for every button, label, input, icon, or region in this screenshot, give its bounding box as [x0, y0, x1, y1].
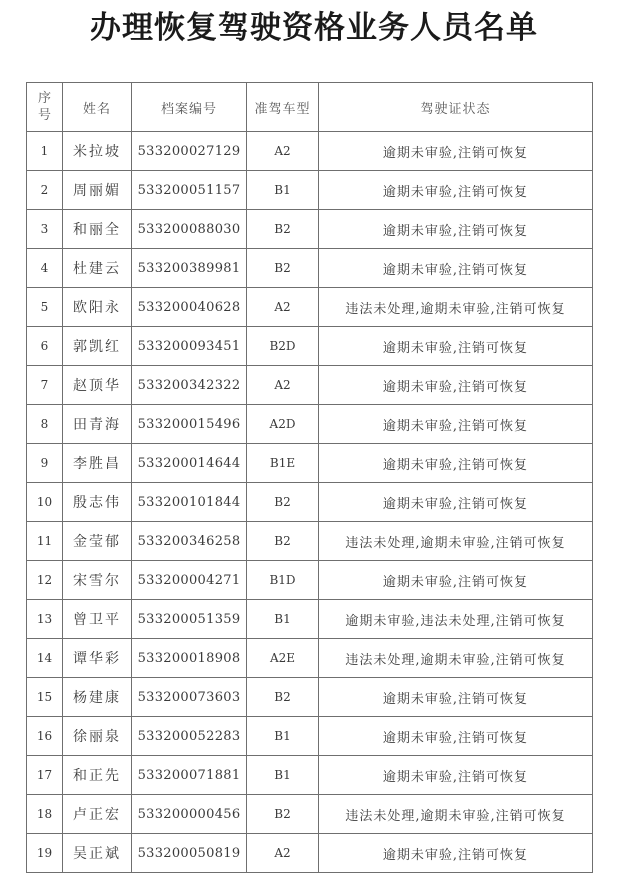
- table-row: [27, 483, 593, 522]
- cell-serial-no: 6: [27, 327, 63, 366]
- cell-name: 曾卫平: [63, 600, 132, 639]
- cell-name: 米拉坡: [63, 132, 132, 171]
- cell-license-status: 逾期未审验,注销可恢复: [319, 210, 593, 249]
- cell-serial-no: 11: [27, 522, 63, 561]
- cell-license-type: A2: [247, 132, 319, 171]
- cell-file-no: 533200014644: [132, 444, 247, 483]
- cell-license-type: B1E: [247, 444, 319, 483]
- header-name: 姓名: [63, 83, 132, 132]
- table-row: [27, 795, 593, 834]
- cell-license-status: 逾期未审验,注销可恢复: [319, 678, 593, 717]
- cell-name: 和丽全: [63, 210, 132, 249]
- cell-file-no: 533200018908: [132, 639, 247, 678]
- cell-license-status: 逾期未审验,注销可恢复: [319, 483, 593, 522]
- table-row: [27, 639, 593, 678]
- cell-license-status: 逾期未审验,注销可恢复: [319, 561, 593, 600]
- cell-license-type: B2: [247, 795, 319, 834]
- header-license-type: 准驾车型: [247, 83, 319, 132]
- cell-license-type: B2: [247, 678, 319, 717]
- table-row: [27, 717, 593, 756]
- cell-license-type: B1D: [247, 561, 319, 600]
- cell-file-no: 533200027129: [132, 132, 247, 171]
- cell-file-no: 533200071881: [132, 756, 247, 795]
- table-body: [27, 132, 593, 873]
- cell-license-type: A2: [247, 834, 319, 873]
- cell-name: 宋雪尔: [63, 561, 132, 600]
- cell-license-status: 逾期未审验,注销可恢复: [319, 249, 593, 288]
- cell-license-status: 逾期未审验,注销可恢复: [319, 444, 593, 483]
- cell-name: 和正先: [63, 756, 132, 795]
- table-row: [27, 132, 593, 171]
- table-row: [27, 327, 593, 366]
- cell-license-type: B2: [247, 210, 319, 249]
- table-row: [27, 561, 593, 600]
- cell-serial-no: 9: [27, 444, 63, 483]
- cell-serial-no: 13: [27, 600, 63, 639]
- cell-license-status: 违法未处理,逾期未审验,注销可恢复: [319, 795, 593, 834]
- cell-name: 欧阳永: [63, 288, 132, 327]
- cell-name: 郭凯红: [63, 327, 132, 366]
- cell-file-no: 533200093451: [132, 327, 247, 366]
- cell-license-type: A2: [247, 366, 319, 405]
- cell-serial-no: 3: [27, 210, 63, 249]
- cell-file-no: 533200000456: [132, 795, 247, 834]
- cell-serial-no: 2: [27, 171, 63, 210]
- header-serial-no: [27, 83, 63, 132]
- table-row: [27, 756, 593, 795]
- cell-license-type: B2D: [247, 327, 319, 366]
- cell-file-no: 533200040628: [132, 288, 247, 327]
- table-row: [27, 249, 593, 288]
- table-row: [27, 678, 593, 717]
- cell-serial-no: 19: [27, 834, 63, 873]
- cell-license-status: 逾期未审验,注销可恢复: [319, 327, 593, 366]
- cell-license-status: 逾期未审验,注销可恢复: [319, 834, 593, 873]
- cell-license-status: 逾期未审验,注销可恢复: [319, 756, 593, 795]
- header-serial-no-line2: 号: [37, 108, 51, 123]
- cell-license-status: 逾期未审验,注销可恢复: [319, 717, 593, 756]
- header-serial-no-line1: 序: [37, 91, 51, 106]
- cell-license-type: B2: [247, 483, 319, 522]
- table-row: [27, 834, 593, 873]
- cell-serial-no: 17: [27, 756, 63, 795]
- cell-file-no: 533200342322: [132, 366, 247, 405]
- cell-serial-no: 16: [27, 717, 63, 756]
- cell-serial-no: 5: [27, 288, 63, 327]
- cell-name: 周丽媚: [63, 171, 132, 210]
- cell-name: 殷志伟: [63, 483, 132, 522]
- cell-license-status: 逾期未审验,注销可恢复: [319, 405, 593, 444]
- cell-license-type: B2: [247, 249, 319, 288]
- cell-name: 田青海: [63, 405, 132, 444]
- table-row: [27, 444, 593, 483]
- cell-license-type: A2: [247, 288, 319, 327]
- cell-name: 徐丽泉: [63, 717, 132, 756]
- cell-license-status: 违法未处理,逾期未审验,注销可恢复: [319, 522, 593, 561]
- header-file-no: 档案编号: [132, 83, 247, 132]
- cell-file-no: 533200073603: [132, 678, 247, 717]
- cell-license-type: B1: [247, 171, 319, 210]
- cell-serial-no: 8: [27, 405, 63, 444]
- table-row: [27, 171, 593, 210]
- cell-license-status: 逾期未审验,注销可恢复: [319, 132, 593, 171]
- cell-serial-no: 10: [27, 483, 63, 522]
- cell-name: 杨建康: [63, 678, 132, 717]
- cell-name: 卢正宏: [63, 795, 132, 834]
- table-row: [27, 600, 593, 639]
- cell-license-type: B1: [247, 600, 319, 639]
- cell-file-no: 533200346258: [132, 522, 247, 561]
- cell-file-no: 533200389981: [132, 249, 247, 288]
- cell-license-status: 逾期未审验,违法未处理,注销可恢复: [319, 600, 593, 639]
- cell-file-no: 533200052283: [132, 717, 247, 756]
- document-title: 办理恢复驾驶资格业务人员名单: [90, 10, 538, 46]
- cell-file-no: 533200051359: [132, 600, 247, 639]
- cell-license-status: 违法未处理,逾期未审验,注销可恢复: [319, 639, 593, 678]
- cell-name: 谭华彩: [63, 639, 132, 678]
- cell-serial-no: 15: [27, 678, 63, 717]
- cell-name: 吴正斌: [63, 834, 132, 873]
- cell-serial-no: 12: [27, 561, 63, 600]
- table-header-row: [27, 83, 593, 132]
- personnel-table: [26, 82, 593, 873]
- cell-license-type: B1: [247, 756, 319, 795]
- cell-license-type: A2E: [247, 639, 319, 678]
- cell-file-no: 533200015496: [132, 405, 247, 444]
- cell-name: 赵顶华: [63, 366, 132, 405]
- cell-serial-no: 1: [27, 132, 63, 171]
- cell-license-status: 逾期未审验,注销可恢复: [319, 171, 593, 210]
- cell-name: 杜建云: [63, 249, 132, 288]
- header-license-status: 驾驶证状态: [319, 83, 593, 132]
- table-row: [27, 366, 593, 405]
- cell-serial-no: 4: [27, 249, 63, 288]
- cell-serial-no: 14: [27, 639, 63, 678]
- cell-file-no: 533200088030: [132, 210, 247, 249]
- cell-file-no: 533200004271: [132, 561, 247, 600]
- table-row: [27, 522, 593, 561]
- cell-file-no: 533200050819: [132, 834, 247, 873]
- table-row: [27, 210, 593, 249]
- cell-file-no: 533200051157: [132, 171, 247, 210]
- cell-name: 金莹郁: [63, 522, 132, 561]
- cell-license-type: B1: [247, 717, 319, 756]
- cell-license-type: A2D: [247, 405, 319, 444]
- cell-name: 李胜昌: [63, 444, 132, 483]
- cell-serial-no: 18: [27, 795, 63, 834]
- cell-license-type: B2: [247, 522, 319, 561]
- cell-file-no: 533200101844: [132, 483, 247, 522]
- table-row: [27, 288, 593, 327]
- cell-license-status: 逾期未审验,注销可恢复: [319, 366, 593, 405]
- cell-serial-no: 7: [27, 366, 63, 405]
- table-row: [27, 405, 593, 444]
- cell-license-status: 违法未处理,逾期未审验,注销可恢复: [319, 288, 593, 327]
